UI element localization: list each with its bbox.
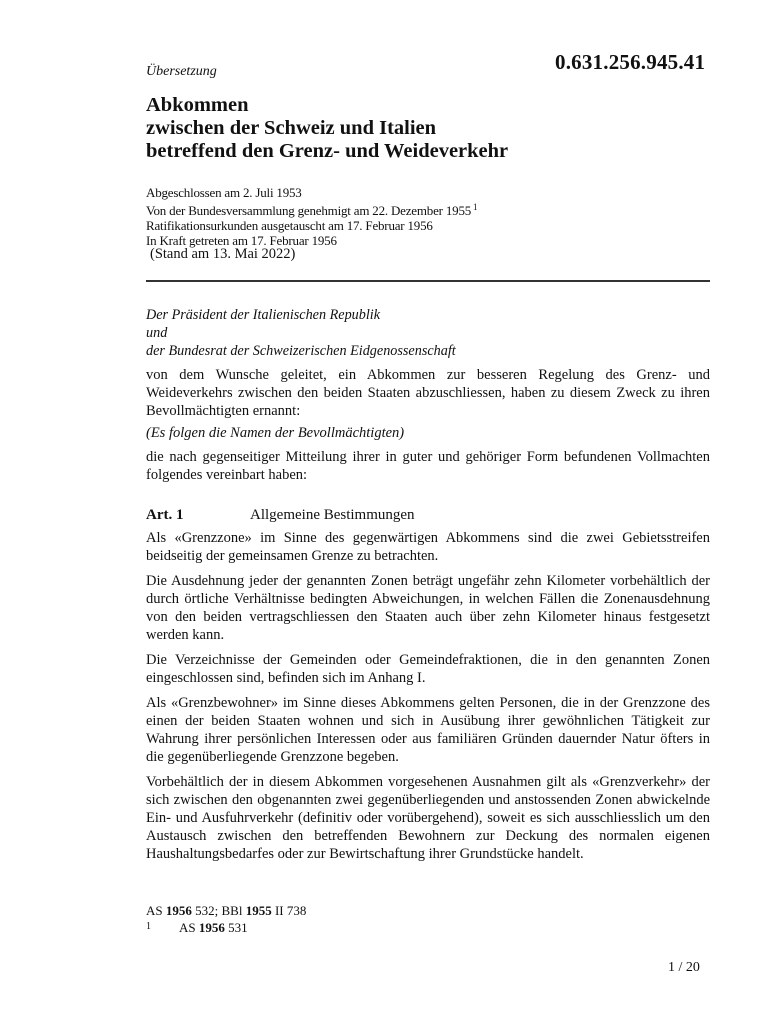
footnote-ref-1[interactable]: 1 [473,202,478,212]
title-line-1: Abkommen [146,94,249,116]
party-connector: und [146,325,168,341]
title-line-2: zwischen der Schweiz und Italien [146,117,437,139]
title-line-3: betreffend den Grenz- und Weideverkehr [146,140,509,162]
translation-label: Übersetzung [146,64,217,79]
article-paragraph: Die Ausdehnung jeder der genannten Zonen beträgt ungefähr zehn Kilometer vorbehältlich der durch örtliche Verhältnisse bedingten Abweichungen, in welchen Fällen die Zonenausdehnung von den beiden vertragschliessen den Staaten auch über zehn Kilometer hinaus festgesetzt werden kann. [146,573,710,643]
document-metadata [146,185,477,248]
source-reference [146,903,306,919]
article-number: Art. 1 [146,507,184,523]
as-page: 532; BBl [191,903,246,918]
article-title: Allgemeine Bestimmungen [250,507,415,523]
preamble-paragraph-2: (Es folgen die Namen der Bevollmächtigten) [146,425,405,441]
article-1-body [146,529,710,870]
party-switzerland: der Bundesrat der Schweizerischen Eidgenossenschaft [146,343,456,359]
footnote-1-marker: 1 [146,921,151,932]
party-italy: Der Präsident der Italienischen Republik [146,307,381,323]
concluded-date: Abgeschlossen am 2. Juli 1953 [146,185,302,200]
fn1-year: 1956 [198,920,225,935]
page-number: 1 / 20 [668,960,700,975]
approval-text: Von der Bundesversammlung genehmigt am 22. Dezember 1955 [146,203,472,218]
article-1-heading [146,507,415,524]
fn1-page: 531 [224,920,248,935]
in-force-date: In Kraft getreten am 17. Februar 1956 [146,233,337,248]
bbl-year: 1955 [245,903,272,918]
sr-number: 0.631.256.945.41 [555,50,706,74]
footnotes [146,903,306,936]
bbl-ref: II 738 [271,903,307,918]
fn1-as-label: AS [179,920,199,935]
horizontal-rule [146,280,710,282]
as-year: 1956 [165,903,192,918]
article-paragraph: Als «Grenzbewohner» im Sinne dieses Abkommens gelten Personen, die in der Grenzzone des einen der beiden Staaten wohnen und sich in Ausübung ihrer gewöhnlichen Tätigkeit zur Wahrung ihrer persönlichen Interessen oder aus familiären Gründen dauernder Natur öfters in die gegenüberliegende Grenzzone begeben. [146,695,710,765]
ratification-date: Ratifikationsurkunden ausgetauscht am 17. Februar 1956 [146,218,433,233]
footnote-1 [146,919,306,936]
as-label: AS [146,903,166,918]
approval-date [146,200,477,218]
article-paragraph: Die Verzeichnisse der Gemeinden oder Gemeindefraktionen, die in den genannten Zonen eingeschlossen sind, befinden sich im Anhang I. [146,652,710,686]
article-paragraph: Als «Grenzzone» im Sinne des gegenwärtigen Abkommens sind die zwei Gebietsstreifen beidseitig der gemeinsamen Grenze zu betrachten. [146,530,710,564]
contracting-parties [146,306,456,360]
document-title [146,94,508,163]
preamble-paragraph-3: die nach gegenseitiger Mitteilung ihrer in guter und gehöriger Form befundenen Vollmachten folgendes vereinbart haben: [146,449,710,483]
status-date: (Stand am 13. Mai 2022) [150,246,296,262]
article-paragraph: Vorbehältlich der in diesem Abkommen vorgesehenen Ausnahmen gilt als «Grenzverkehr» der sich zwischen den obgenannten zwei gegenüberliegenden und anstossenden Zonen abwickelnde Ein- und Ausfuhrverkehr (definitiv oder vorübergehend), soweit es sich ausschliesslich um den Austausch zwischen den betreffenden Bewohnern zur Deckung des normalen eigenen Haushaltungsbedarfes oder zur Bewirtschaftung ihrer Grundstücke handelt. [146,774,710,862]
preamble-paragraph-1: von dem Wunsche geleitet, ein Abkommen zur besseren Regelung des Grenz- und Weideverkehrs zwischen den beiden Staaten abzuschliessen, haben zu diesem Zweck zu ihren Bevollmächtigten ernannt: [146,367,710,419]
